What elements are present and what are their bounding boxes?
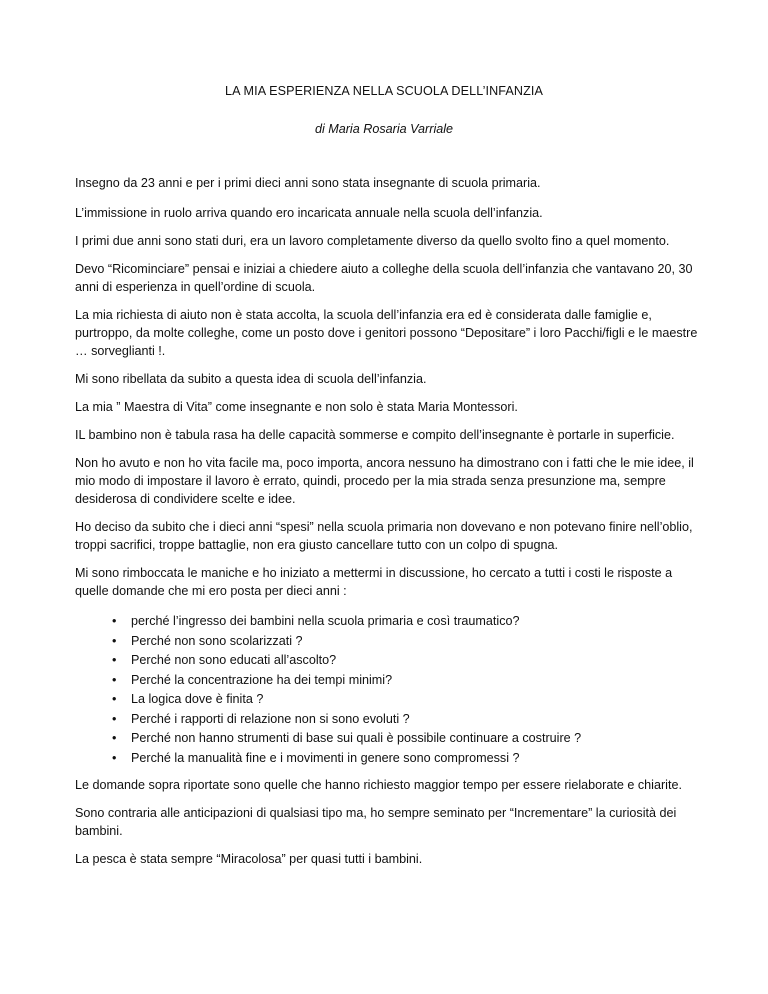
list-item (75, 690, 705, 710)
document-body (75, 174, 705, 878)
bullet-icon: • (112, 672, 117, 687)
list-item-text: Perché non sono educati all’ascolto? (131, 653, 337, 667)
list-item (75, 729, 705, 749)
questions-list (75, 612, 705, 768)
paragraph: Insegno da 23 anni e per i primi dieci anni sono stata insegnante di scuola primaria. (75, 176, 541, 190)
list-item-text: perché l’ingresso dei bambini nella scuola primaria e così traumatico? (131, 614, 520, 628)
paragraph: Devo “Ricominciare” pensai e iniziai a chiedere aiuto a colleghe della scuola dell’infanzia che vantavano 20, 30 anni di esperienza in quell’ordine di scuola. (75, 262, 693, 294)
bullet-icon: • (112, 614, 117, 628)
list-item (75, 632, 705, 652)
list-item-text: Perché la manualità fine e i movimenti in genere sono compromessi ? (131, 750, 520, 765)
list-item-text: Perché non hanno strumenti di base sui quali è possibile continuare a costruire ? (131, 731, 582, 745)
paragraph: La mia richiesta di aiuto non è stata accolta, la scuola dell’infanzia era ed è considerata dalle famiglie e, purtroppo, da molte colleghe, come un posto dove i genitori possono “Depositare” i loro Pacchi/figli e le maestre … sorveglianti !. (75, 308, 698, 358)
bullet-icon: • (112, 731, 117, 745)
list-item (75, 749, 705, 769)
list-item (75, 710, 705, 730)
paragraph: Mi sono rimboccata le maniche e ho iniziato a mettermi in discussione, ho cercato a tutti i costi le risposte a quelle domande che mi ero posta per dieci anni : (75, 566, 673, 598)
document-title: LA MIA ESPERIENZA NELLA SCUOLA DELL’INFANZIA (225, 84, 543, 98)
paragraph: L’immissione in ruolo arriva quando ero incaricata annuale nella scuola dell’infanzia. (75, 206, 543, 220)
list-item-text: Perché non sono scolarizzati ? (131, 633, 303, 648)
bullet-icon: • (112, 653, 117, 667)
document-author: di Maria Rosaria Varriale (314, 122, 454, 136)
list-item-text: La logica dove è finita ? (131, 692, 264, 706)
list-item-text: Perché i rapporti di relazione non si sono evoluti ? (131, 711, 410, 726)
paragraph: Ho deciso da subito che i dieci anni “spesi” nella scuola primaria non dovevano e non potevano finire nell’oblio, troppi sacrifici, troppe battaglie, non era giusto cancellare tutto con un colpo di spugna. (75, 520, 693, 552)
paragraph: I primi due anni sono stati duri, era un lavoro completamente diverso da quello svolto fino a quel momento. (75, 234, 670, 248)
list-item (75, 671, 705, 691)
paragraph: Non ho avuto e non ho vita facile ma, poco importa, ancora nessuno ha dimostrano con i fatti che le mie idee, il mio modo di impostare il lavoro è errato, quindi, procedo per la mia strada senza presunzione ma, sempre desiderosa di condividere scelte e idee. (75, 456, 694, 506)
paragraph: Sono contraria alle anticipazioni di qualsiasi tipo ma, ho sempre seminato per “Incrementare” la curiosità dei bambini. (75, 806, 677, 838)
bullet-icon: • (112, 692, 117, 706)
paragraph: La pesca è stata sempre “Miracolosa” per quasi tutti i bambini. (75, 852, 423, 866)
list-item-text: Perché la concentrazione ha dei tempi minimi? (131, 672, 393, 687)
bullet-icon: • (112, 711, 117, 726)
list-item (75, 651, 705, 671)
paragraph: IL bambino non è tabula rasa ha delle capacità sommerse e compito dell’insegnante è portarle in superficie. (75, 428, 675, 442)
paragraph: Mi sono ribellata da subito a questa idea di scuola dell’infanzia. (75, 372, 427, 386)
paragraph: La mia ” Maestra di Vita” come insegnante e non solo è stata Maria Montessori. (75, 400, 518, 414)
paragraph: Le domande sopra riportate sono quelle che hanno richiesto maggior tempo per essere rielaborate e chiarite. (75, 778, 682, 792)
bullet-icon: • (112, 633, 117, 648)
list-item (75, 612, 705, 632)
bullet-icon: • (112, 750, 117, 765)
